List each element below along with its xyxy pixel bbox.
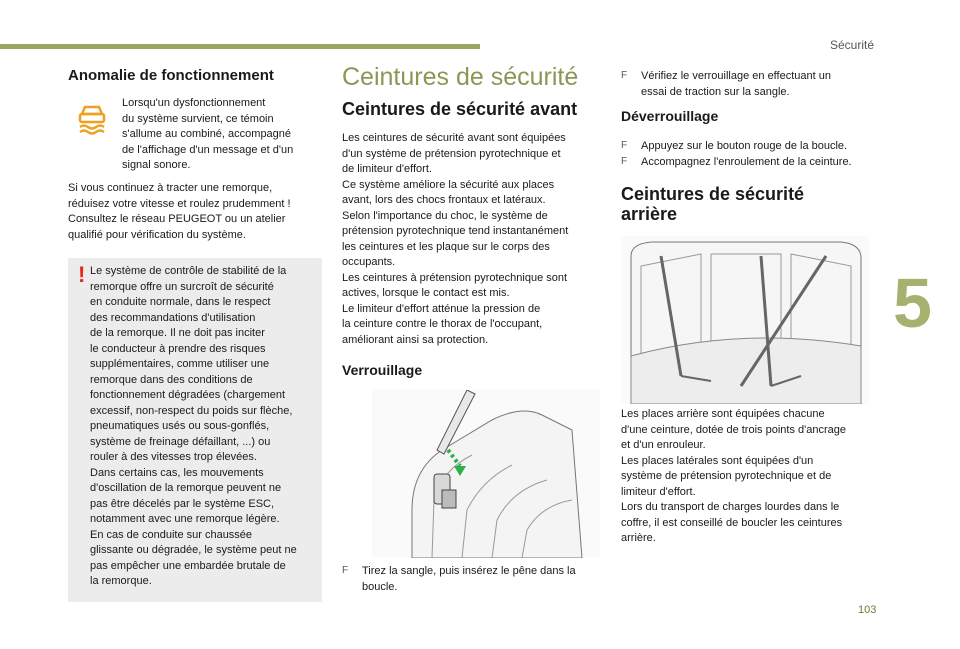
text-line: prétension pyrotechnique tend instantanément bbox=[342, 225, 569, 237]
text-line: en conduite normale, dans le respect bbox=[90, 296, 271, 308]
trailer-advice-paragraph bbox=[68, 181, 328, 243]
text-line: Les places arrière sont équipées chacune bbox=[621, 408, 825, 420]
text-line: essai de traction sur la sangle. bbox=[641, 85, 790, 98]
text-line: de limiteur d'effort. bbox=[342, 163, 432, 175]
text-line: la remorque. bbox=[90, 575, 152, 587]
text-line: d'une ceinture, dotée de trois points d'ancrage bbox=[621, 423, 846, 436]
rear-belts-paragraph bbox=[621, 407, 881, 547]
text-line: Le système de contrôle de stabilité de la bbox=[90, 265, 287, 277]
locking-instruction bbox=[342, 564, 602, 595]
text-line: avant, lors des chocs frontaux et latéraux. bbox=[342, 194, 546, 206]
stability-warning-icon bbox=[74, 100, 110, 136]
text-line: Accompagnez l'enroulement de la ceinture. bbox=[641, 155, 852, 168]
locking-heading: Verrouillage bbox=[342, 362, 423, 378]
front-belts-heading: Ceintures de sécurité avant bbox=[342, 99, 578, 119]
bullet-marker: F bbox=[342, 565, 349, 576]
bullet-marker: F bbox=[621, 70, 628, 81]
text-line: notamment avec une remorque légère. bbox=[90, 513, 280, 525]
heading-line: arrière bbox=[621, 204, 678, 224]
text-line: Les ceintures à prétension pyrotechnique sont bbox=[342, 271, 568, 284]
text-line: Appuyez sur le bouton rouge de la boucle. bbox=[641, 140, 848, 152]
verify-instruction bbox=[621, 69, 871, 100]
text-line: glissante ou dégradée, le système peut ne bbox=[90, 544, 297, 556]
text-line: boucle. bbox=[362, 580, 398, 593]
rear-seat-belts-illustration bbox=[621, 236, 869, 404]
text-line: pneumatiques usés ou sous-gonflés, bbox=[90, 420, 270, 432]
front-belts-paragraph bbox=[342, 131, 602, 348]
list-item bbox=[621, 155, 881, 171]
text-line: Ce système améliore la sécurité aux places bbox=[342, 178, 555, 191]
text-line: pas empêcher une embardée brutale de bbox=[90, 559, 286, 572]
text-line: de la remorque. Il ne doit pas inciter bbox=[90, 327, 265, 339]
warning-mark: ! bbox=[78, 262, 86, 287]
text-line: qualifié pour vérification du système. bbox=[68, 228, 246, 241]
text-line: signal sonore. bbox=[122, 159, 191, 171]
text-line: la ceinture contre le thorax de l'occupant, bbox=[342, 318, 543, 330]
text-line: Selon l'importance du choc, le système de bbox=[342, 209, 548, 222]
text-line: Vérifiez le verrouillage en effectuant un bbox=[641, 70, 831, 82]
text-line: Tirez la sangle, puis insérez le pêne dans la bbox=[362, 565, 576, 577]
text-line: des recommandations d'utilisation bbox=[90, 311, 256, 324]
text-line: arrière. bbox=[621, 532, 656, 544]
text-line: supplémentaires, comme utiliser une bbox=[90, 358, 270, 370]
unlocking-instructions bbox=[621, 139, 881, 170]
text-line: Consultez le réseau PEUGEOT ou un atelier bbox=[68, 213, 286, 225]
text-line: réduisez votre vitesse et roulez prudemment ! bbox=[68, 197, 291, 210]
text-line: fonctionnement dégradées (chargement bbox=[90, 389, 286, 401]
text-line: remorque offre un surcroît de sécurité bbox=[90, 280, 274, 293]
bullet-marker: F bbox=[621, 155, 628, 167]
text-line: les ceintures et les plaque sur le corps des bbox=[342, 240, 550, 253]
warning-text bbox=[90, 264, 322, 590]
text-line: s'allume au combiné, accompagné bbox=[122, 128, 292, 140]
text-line: remorque dans des conditions de bbox=[90, 373, 253, 386]
text-line: de l'affichage d'un message et d'un bbox=[122, 143, 294, 156]
section-label: Sécurité bbox=[829, 38, 874, 52]
text-line: Dans certains cas, les mouvements bbox=[90, 466, 264, 479]
heading-line: Ceintures de sécurité bbox=[621, 184, 805, 204]
text-line: Les places latérales sont équipées d'un bbox=[621, 454, 814, 467]
text-line: Les ceintures de sécurité avant sont équipées bbox=[342, 132, 566, 144]
rear-belts-heading bbox=[621, 184, 804, 224]
page-number: 103 bbox=[858, 604, 877, 616]
text-line: d'oscillation de la remorque peuvent ne bbox=[90, 482, 282, 494]
bullet-marker: F bbox=[621, 140, 628, 151]
text-line: pas être décelés par le système ESC, bbox=[90, 497, 275, 510]
text-line: système de prétension pyrotechnique et de bbox=[621, 470, 832, 482]
text-line: système de freinage défaillant, ...) ou bbox=[90, 435, 271, 448]
text-line: rouler à des vitesses trop élevées. bbox=[90, 451, 257, 463]
text-line: Lors du transport de charges lourdes dans le bbox=[621, 501, 840, 513]
text-line: et d'un enrouleur. bbox=[621, 439, 706, 451]
text-line: Si vous continuez à tracter une remorque, bbox=[68, 182, 273, 194]
text-line: excessif, non-respect du poids sur flèche, bbox=[90, 404, 293, 417]
chapter-number: 5 bbox=[893, 264, 932, 342]
text-line: d'un système de prétension pyrotechnique et bbox=[342, 147, 561, 160]
page-title: Ceintures de sécurité bbox=[342, 63, 579, 91]
text-line: du système survient, ce témoin bbox=[122, 112, 274, 125]
text-line: occupants. bbox=[342, 256, 396, 268]
anomaly-heading: Anomalie de fonctionnement bbox=[68, 67, 274, 84]
text-line: Lorsqu'un dysfonctionnement bbox=[122, 97, 266, 109]
text-line: En cas de conduite sur chaussée bbox=[90, 528, 253, 541]
text-line: Le limiteur d'effort atténue la pression de bbox=[342, 302, 541, 315]
text-line: le conducteur à prendre des risques bbox=[90, 342, 266, 355]
text-line: améliorant ainsi sa protection. bbox=[342, 333, 489, 346]
text-line: coffre, il est conseillé de boucler les ceintures bbox=[621, 516, 843, 529]
list-item bbox=[621, 139, 881, 155]
icon-description bbox=[122, 96, 322, 174]
text-line: limiteur d'effort. bbox=[621, 485, 696, 498]
seat-belt-buckle-illustration bbox=[372, 390, 600, 558]
unlocking-heading: Déverrouillage bbox=[621, 108, 719, 124]
header-accent-bar bbox=[0, 44, 480, 49]
text-line: actives, lorsque le contact est mis. bbox=[342, 287, 510, 299]
